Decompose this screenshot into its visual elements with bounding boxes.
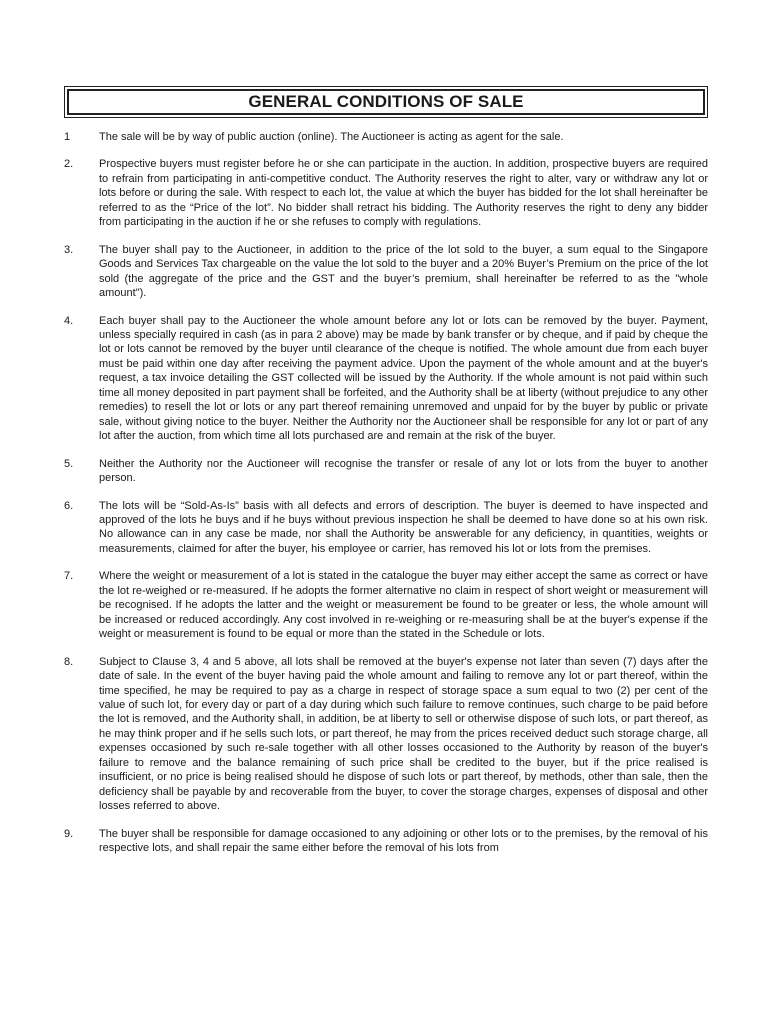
clause-5	[64, 457, 708, 486]
clause-text: The lots will be “Sold-As-Is” basis with all defects and errors of description. The buyer is deemed to have inspected and approved of the lots he buys and if he buys without previous inspection he shall be deemed to have done so at his own risk. No allowance can in any case be made, nor shall the Authority be answerable for any deficiency, in quantities, weights or measurements, claimed for after the buyer, his employee or carrier, has removed his lot or lots from the premises.	[99, 499, 708, 555]
page-title: GENERAL CONDITIONS OF SALE	[248, 92, 524, 111]
clause-6	[64, 499, 708, 557]
clause-number: 4.	[64, 314, 74, 327]
clause-4	[64, 314, 708, 444]
clause-number: 1	[64, 131, 71, 143]
clause-number: 2.	[64, 158, 74, 171]
clause-number: 5.	[64, 457, 74, 470]
clause-1	[64, 130, 708, 144]
clause-number: 7.	[64, 570, 74, 583]
clause-text: Each buyer shall pay to the Auctioneer the whole amount before any lot or lots can be removed by the buyer. Payment, unless specially required in cash (as in para 2 above) may be made by bank transfer or by cheque, and if paid by cheque the lot or lots cannot be removed by the buyer until clearance of the cheque is notified. The whole amount due from each buyer must be paid within one day after receiving the payment advice. Upon the payment of the whole amount and at the buyer's request, a tax invoice detailing the GST collected will be issued by the Authority. If the whole amount is not paid within such time all money deposited in part payment shall be forfeited, and the Authority shall be at liberty (without prejudice to any other remedies) to resell the lot or lots or any part thereof remaining unremoved and unpaid for by the buyer by public or private sale, without giving notice to the buyer. Neither the Authority nor the Auctioneer shall be responsible for any lot or part of any lot after the auction, from which time all lots purchased are and remain at the risk of the buyer.	[99, 314, 709, 443]
clause-text: Where the weight or measurement of a lot is stated in the catalogue the buyer may either accept the same as correct or have the lot re-weighed or re-measured. If he adopts the former alternative no claim in respect of short weight or measurement will be recognised. If he adopts the latter and the weight or measurement be found to be greater or less, the whole amount will be increased or reduced accordingly. Any cost involved in re-weighing or re-measuring shall be at the buyer's expense if the weight or measurement is found to be equal or more than the stated in the Schedule or lots.	[99, 570, 708, 641]
clause-9	[64, 827, 708, 856]
clause-text: The buyer shall be responsible for damage occasioned to any adjoining or other lots or to the premises, by the removal of his respective lots, and shall repair the same either before the removal of his lots from	[99, 827, 708, 855]
clause-number: 3.	[64, 243, 74, 256]
clause-2	[64, 157, 708, 229]
clause-number: 9.	[64, 827, 74, 840]
clause-8	[64, 655, 708, 814]
title-box	[64, 86, 708, 118]
clause-3	[64, 243, 708, 301]
clause-list	[64, 130, 708, 868]
clause-7	[64, 569, 708, 641]
clause-number: 6.	[64, 499, 74, 512]
clause-text: The sale will be by way of public auction (online). The Auctioneer is acting as agent for the sale.	[99, 131, 564, 143]
clause-text: The buyer shall pay to the Auctioneer, in addition to the price of the lot sold to the buyer, a sum equal to the Singapore Goods and Services Tax chargeable on the value the lot sold to the buyer and a 20% Buyer’s Premium on the price of the lot sold (the aggregate of the price and the GST and the buyer’s premium, shall hereinafter be referred to as the "whole amount").	[99, 243, 708, 300]
title-frame	[67, 89, 705, 115]
clause-text: Subject to Clause 3, 4 and 5 above, all lots shall be removed at the buyer's expense not later than seven (7) days after the date of sale. In the event of the buyer having paid the whole amount and failing to remove any lot or part thereof, within the time specified, he may be required to pay as a charge in respect of storage space a sum equal to two (2) per cent of the value of such lot, for every day or part of a day during which such failure to remove continues, such charge to be paid before the lot is removed, and the Authority shall, in addition, be at liberty to sell or otherwise dispose of such lots, or part thereof, as he may think proper and if he sells such lots, or part thereof, he may from the prices received deduct such storage charge, all expenses occasioned by such re-sale together with all other losses occasioned to the Authority by reason of the buyer's failure to remove and the balance remaining of such price shall be credited to the buyer, but if the price realised is insufficient, or no price is being realised should he dispose of such lots or part thereof, by methods, other than sale, then the deficiency shall be payable by and recoverable from the buyer, to cover the storage charges, expenses of disposal and other losses referred to above.	[99, 655, 708, 813]
clause-text: Prospective buyers must register before he or she can participate in the auction. In addition, prospective buyers are required to refrain from participating in anti-competitive conduct. The Authority reserves the right to alter, vary or withdraw any lot or lots before or during the sale. With respect to each lot, the value at which the buyer has bidded for the lot shall hereinafter be referred to as the “Price of the lot”. No bidder shall retract his bidding. The Authority reserves the right to deny any bidder from participating in the auction if he or she refuses to comply with regulations.	[99, 158, 708, 229]
clause-number: 8.	[64, 655, 74, 668]
clause-text: Neither the Authority nor the Auctioneer will recognise the transfer or resale of any lot or lots from the buyer to another person.	[99, 457, 708, 485]
